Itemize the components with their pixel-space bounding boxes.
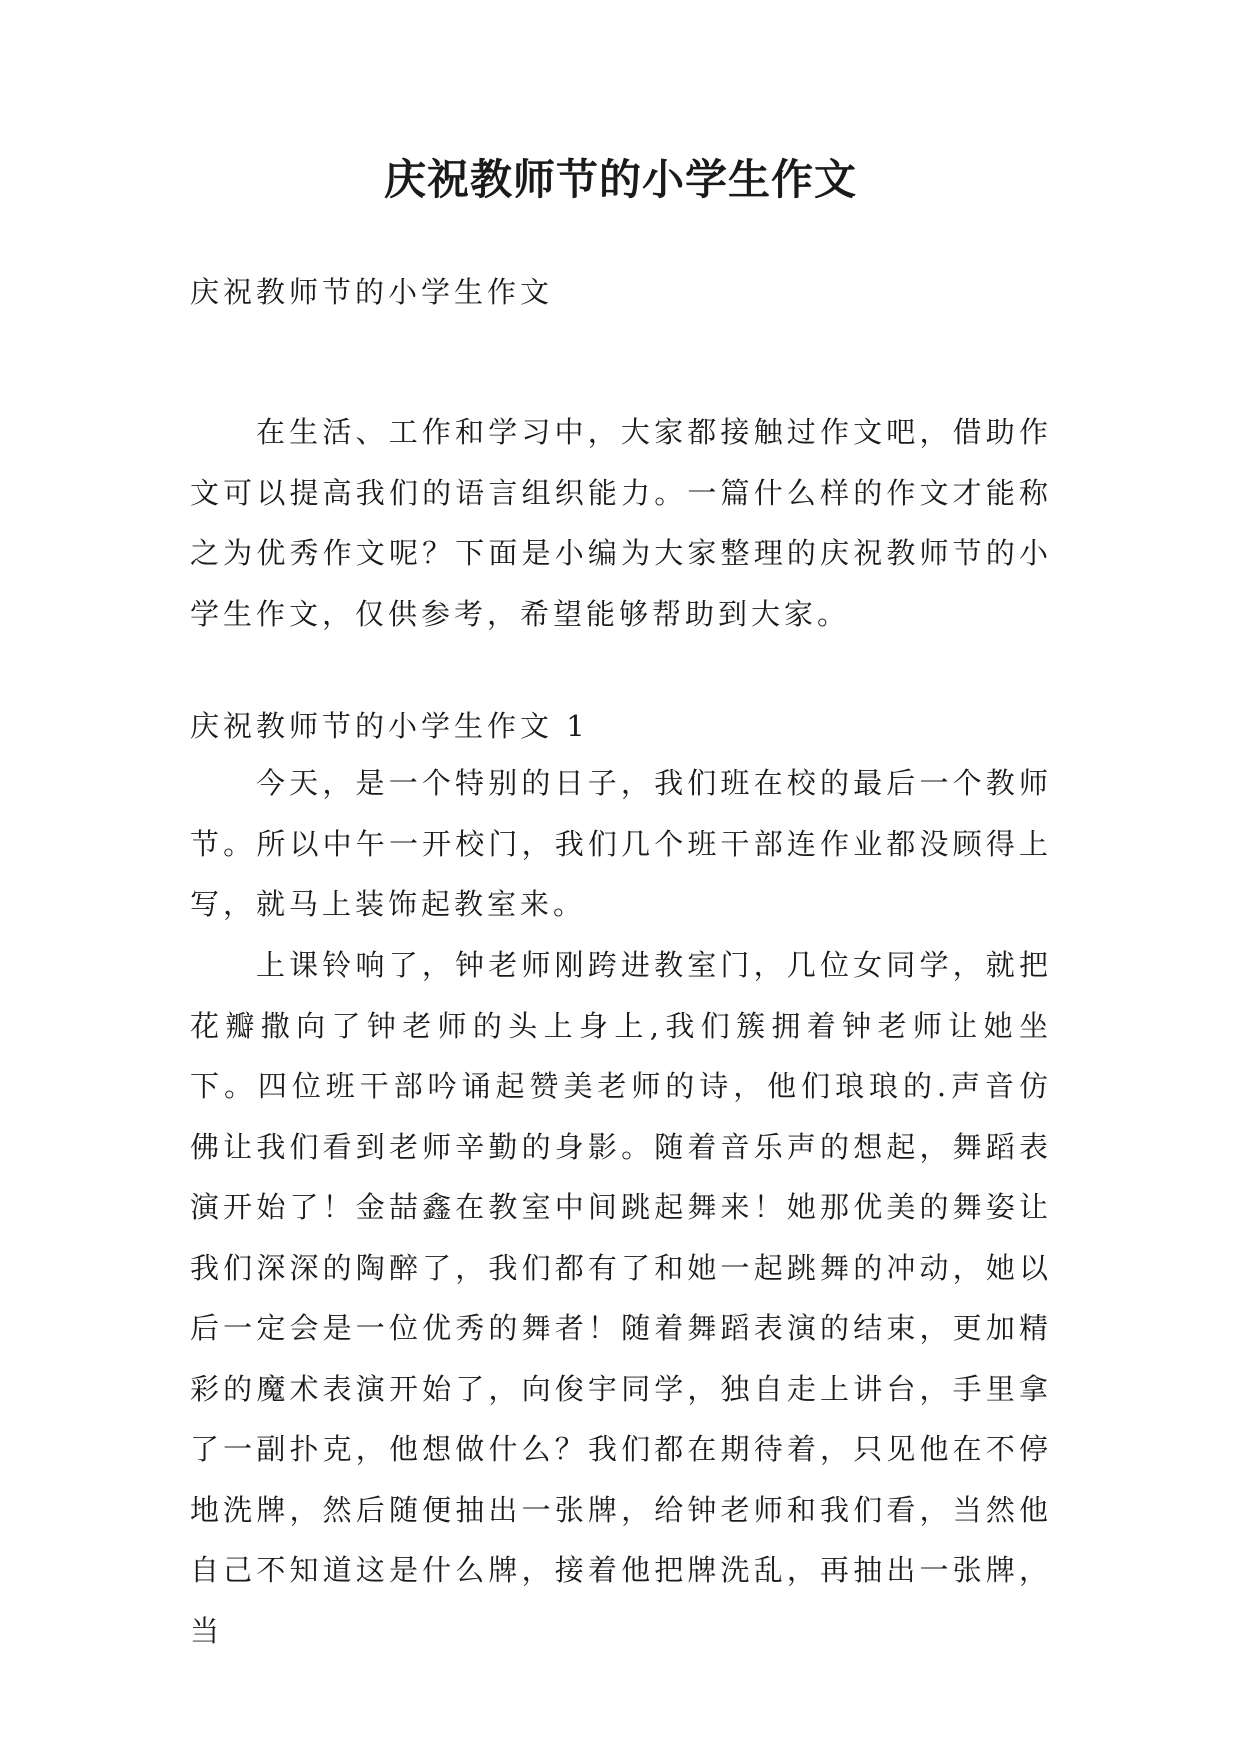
essay-paragraph-2: 上课铃响了，钟老师刚跨进教室门，几位女同学，就把花瓣撒向了钟老师的头上身上,我们簇拥着钟老师让她坐下。四位班干部吟诵起赞美老师的诗，他们琅琅的.声音仿佛让我们看到老师辛勤的身影。随着音乐声的想起，舞蹈表演开始了！金喆鑫在教室中间跳起舞来！她那优美的舞姿让我们深深的陶醉了，我们都有了和她一起跳舞的冲动，她以后一定会是一位优秀的舞者！随着舞蹈表演的结束，更加精彩的魔术表演开始了，向俊宇同学，独自走上讲台，手里拿了一副扑克，他想做什么？我们都在期待着，只见他在不停地洗牌，然后随便抽出一张牌，给钟老师和我们看，当然他自己不知道这是什么牌，接着他把牌洗乱，再抽出一张牌，当 xyxy=(190,948,1052,1648)
intro-paragraph: 在生活、工作和学习中，大家都接触过作文吧，借助作文可以提高我们的语言组织能力。一篇什么样的作文才能称之为优秀作文呢？下面是小编为大家整理的庆祝教师节的小学生作文，仅供参考，希望能够帮助到大家。 xyxy=(190,415,1052,631)
essay-paragraph-1: 今天，是一个特别的日子，我们班在校的最后一个教师节。所以中午一开校门，我们几个班干部连作业都没顾得上写，就马上装饰起教室来。 xyxy=(190,766,1052,921)
document-title: 庆祝教师节的小学生作文 xyxy=(383,155,857,204)
section-heading: 庆祝教师节的小学生作文 1 xyxy=(190,709,589,743)
document-subtitle: 庆祝教师节的小学生作文 xyxy=(190,275,554,309)
